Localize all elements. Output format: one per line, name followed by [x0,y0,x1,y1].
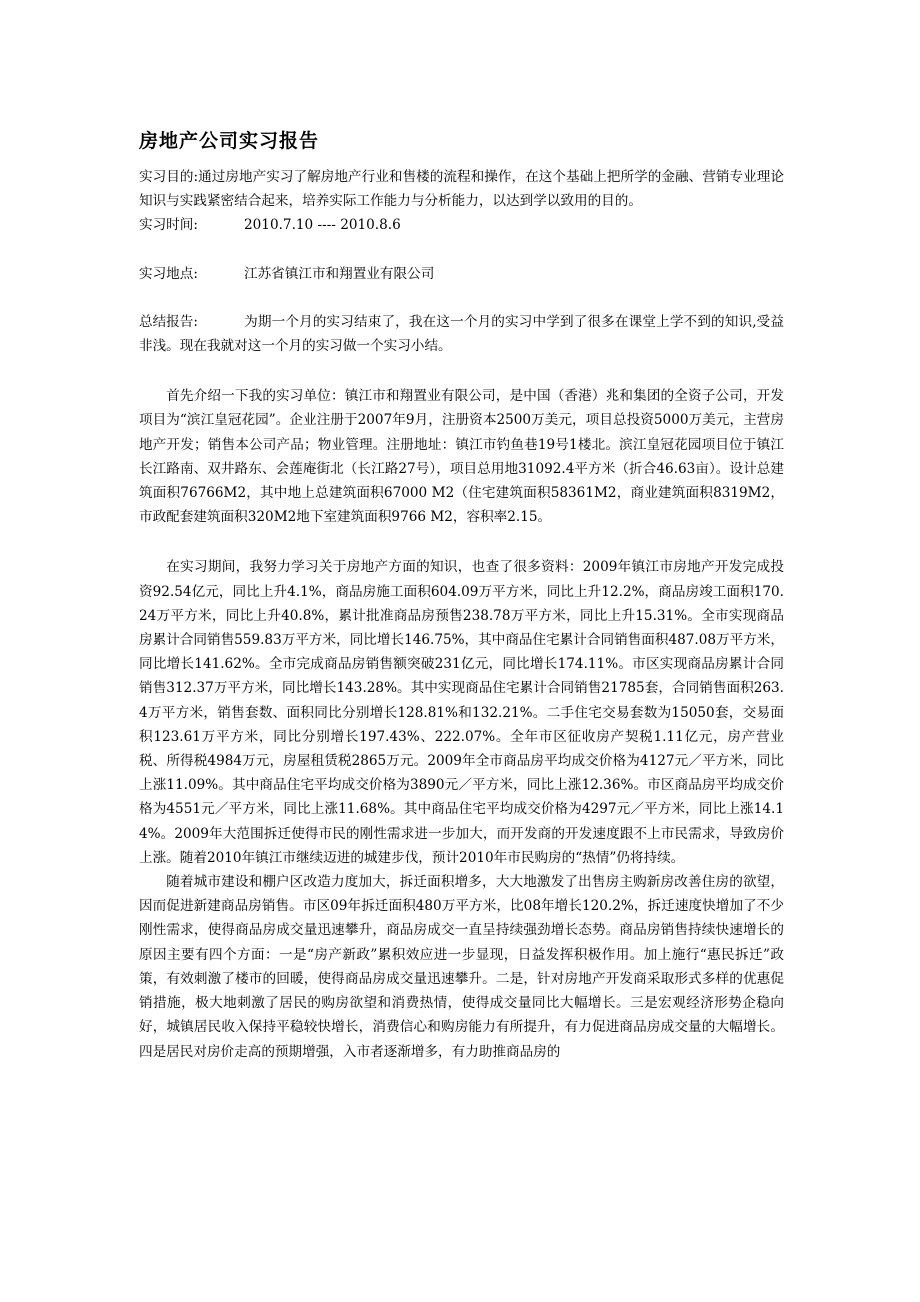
spacer [139,529,784,555]
summary-label: 总结报告: [139,313,198,330]
place-value: 江苏省镇江市和翔置业有限公司 [244,265,435,282]
place-label: 实习地点: [139,265,198,282]
spacer [139,358,784,384]
place-row [139,262,784,286]
body-paragraph-analysis: 随着城市建设和棚户区改造力度加大，拆迁面积增多，大大地激发了出售房主购新房改善住房的欲望，因而促进新建商品房销售。市区09年拆迁面积480万平方米，比08年增长120.2%，拆迁速度快增加了不少刚性需求，使得商品房成交量迅速攀升，商品房成交一直呈持续强劲增长态势。商品房销售持续快速增长的原因主要有四个方面：一是“房产新政”累积效应进一步显现，日益发挥积极作用。加上施行“惠民拆迁”政策，有效刺激了楼市的回暖，使得商品房成交量迅速攀升。二是，针对房地产开发商采取形式多样的优惠促销措施，极大地刺激了居民的购房欲望和消费热情，使得成交量同比大幅增长。三是宏观经济形势企稳向好，城镇居民收入保持平稳较快增长，消费信心和购房能力有所提升，有力促进商品房成交量的大幅增长。四是居民对房价走高的预期增强，入市者逐渐增多，有力助推商品房的 [139,874,784,1060]
spacer [139,238,784,262]
summary-text: 为期一个月的实习结束了，我在这一个月的实习中学到了很多在课堂上学不到的知识,受益非浅。现在我就对这一个月的实习做一个实习小结。 [139,313,784,355]
time-value: 2010.7.10 ---- 2010.8.6 [244,217,401,234]
body-paragraph-company: 首先介绍一下我的实习单位：镇江市和翔置业有限公司，是中国（香港）兆和集团的全资子公司，开发项目为“滨江皇冠花园”。企业注册于2007年9月，注册资本2500万美元，项目总投资5000万美元，主营房地产开发；销售本公司产品；物业管理。注册地址：镇江市钓鱼巷19号1楼北。滨江皇冠花园项目位于镇江长江路南、双井路东、会莲庵街北（长江路27号），项目总用地31092.4平方米（折合46.63亩）。设计总建筑面积76766M2，其中地上总建筑面积67000 M2（住宅建筑面积58361M2，商业建筑面积8319M2，市政配套建筑面积320M2地下室建筑面积9766 M2，容积率2.15。 [139,388,784,526]
spacer [139,286,784,310]
purpose-text: 通过房地产实习了解房地产行业和售楼的流程和操作，在这个基础上把所学的金融、营销专业理论知识与实践紧密结合起来，培养实际工作能力与分析能力，以达到学以致用的目的。 [139,169,784,210]
purpose-label: 实习目的: [139,169,199,185]
purpose-paragraph [139,165,784,213]
time-label: 实习时间: [139,217,198,234]
summary-paragraph [139,310,784,358]
body-paragraph-market-data: 在实习期间，我努力学习关于房地产方面的知识，也查了很多资料：2009年镇江市房地产开发完成投资92.54亿元，同比上升4.1%，商品房施工面积604.09万平方米，同比上升12.2%，商品房竣工面积170.24万平方米，同比上升40.8%，累计批准商品房预售238.78万平方米，同比上升15.31%。全市实现商品房累计合同销售559.83万平方米，同比增长146.75%，其中商品住宅累计合同销售面积487.08万平方米，同比增长141.62%。全市完成商品房销售额突破231亿元，同比增长174.11%。市区实现商品房累计合同销售312.37万平方米，同比增长143.28%。其中实现商品住宅累计合同销售21785套，合同销售面积263.4万平方米，销售套数、面积同比分别增长128.81%和132.21%。二手住宅交易套数为15050套，交易面积123.61万平方米，同比分别增长197.43%、222.07%。全年市区征收房产契税1.11亿元，房产营业税、所得税4984万元，房屋租赁税2865万元。2009年全市商品房平均成交价格为4127元／平方米，同比上涨11.09%。其中商品住宅平均成交价格为3890元／平方米，同比上涨12.36%。市区商品房平均成交价格为4551元／平方米，同比上涨11.68%。其中商品住宅平均成交价格为4297元／平方米，同比上涨14.14%。2009年大范围拆迁使得市民的刚性需求进一步加大，而开发商的开发速度跟不上市民需求，导致房价上涨。随着2010年镇江市继续迈进的城建步伐，预计2010年市民购房的“热情”仍将持续。 [139,559,784,866]
document-page [139,126,784,1064]
document-title: 房地产公司实习报告 [139,130,320,152]
time-row [139,213,784,237]
